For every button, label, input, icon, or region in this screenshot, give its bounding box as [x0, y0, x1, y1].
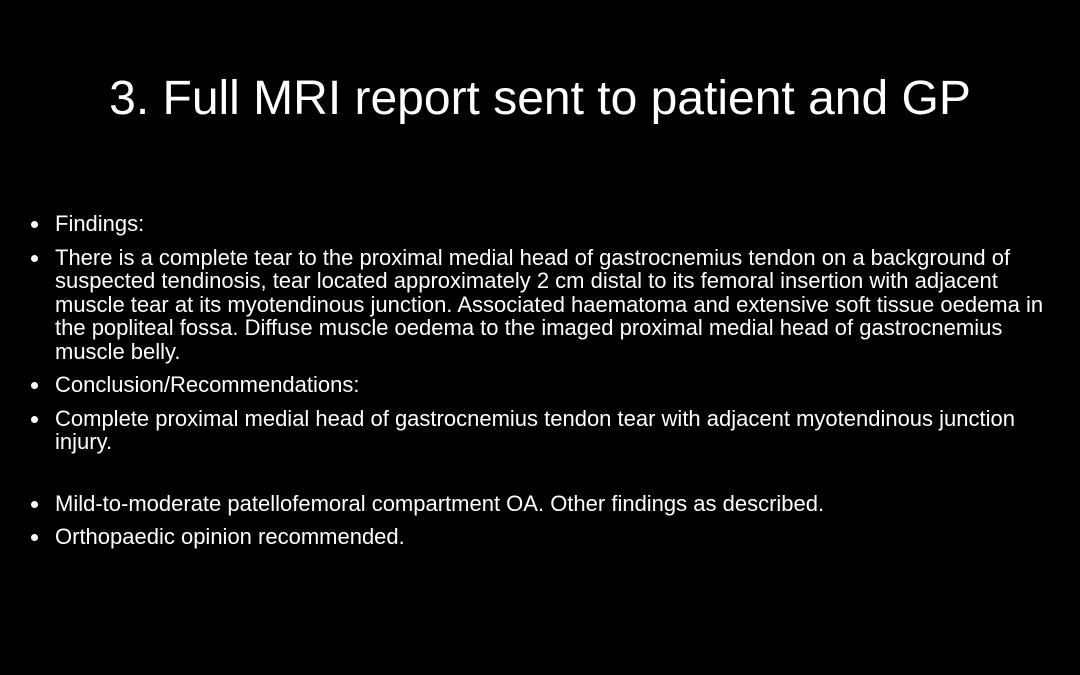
bullet-icon: [31, 416, 38, 423]
bullet-text-findings-heading: Findings:: [55, 211, 145, 236]
list-item: [30, 373, 1045, 397]
list-item: [30, 246, 1045, 364]
bullet-text-conclusion-tear: Complete proximal medial head of gastrocnemius tendon tear with adjacent myotendinous junction injury.: [55, 405, 1015, 454]
list-item: [30, 212, 1045, 236]
bullet-icon: [31, 501, 38, 508]
bullet-text-recommendation: Orthopaedic opinion recommended.: [55, 524, 405, 549]
bullet-text-conclusion-oa: Mild-to-moderate patellofemoral compartment OA. Other findings as described.: [55, 490, 825, 516]
bullet-icon: [31, 382, 38, 389]
list-item: [30, 525, 1045, 549]
bullet-list: [30, 212, 1045, 549]
bullet-icon: [31, 255, 38, 262]
list-item: [30, 407, 1045, 454]
bullet-icon: [31, 221, 38, 228]
bullet-icon: [31, 534, 38, 541]
list-item: [30, 492, 1045, 516]
bullet-text-findings-body: There is a complete tear to the proximal medial head of gastrocnemius tendon on a background of suspected tendinosis, tear located approximately 2 cm distal to its femoral insertion with adjacent muscle tear at its myotendinous junction. Associated haematoma and extensive soft tissue oedema in the popliteal fossa. Diffuse muscle oedema to the imaged proximal medial head of gastrocnemius muscle belly.: [55, 244, 1044, 364]
bullet-text-conclusion-heading: Conclusion/Recommendations:: [55, 372, 360, 397]
slide-title: 3. Full MRI report sent to patient and GP: [109, 72, 971, 125]
